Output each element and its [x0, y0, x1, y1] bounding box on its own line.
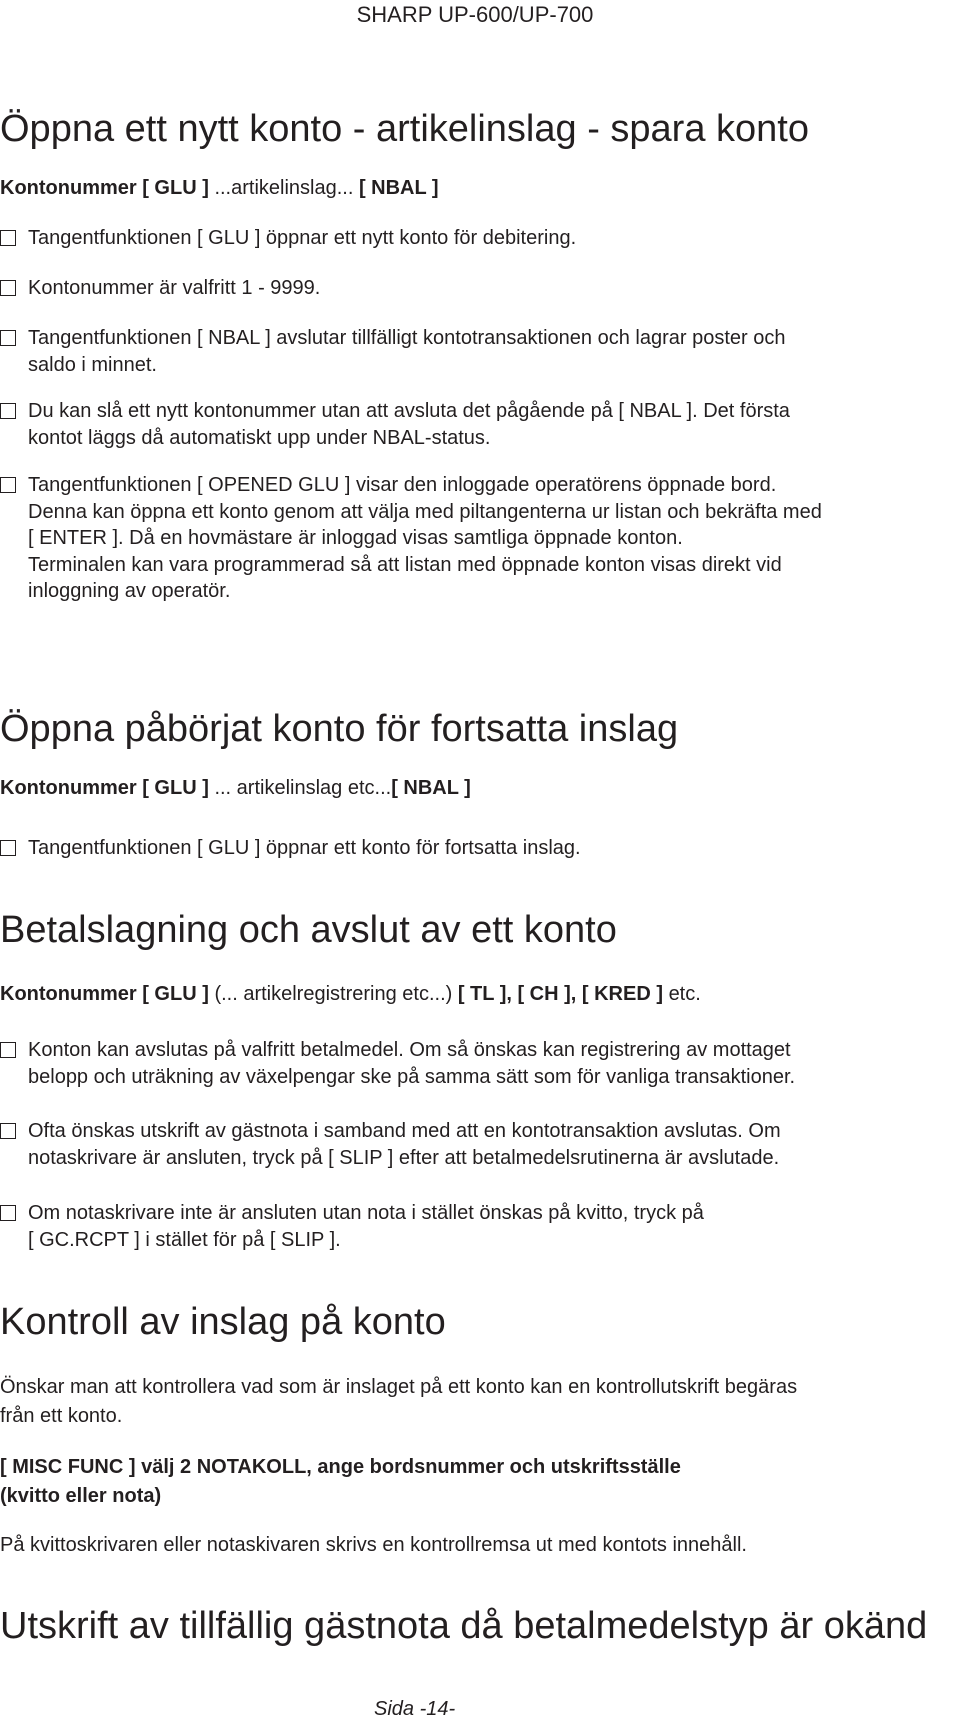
- section-title-temporary-guest-note: Utskrift av tillfällig gästnota då betalmedelstyp är okänd: [0, 1605, 928, 1647]
- paragraph-text: från ett konto.: [0, 1405, 123, 1427]
- checkbox-square-icon: [0, 840, 16, 856]
- section-title-open-started-account: Öppna påbörjat konto för fortsatta inslag: [0, 708, 679, 750]
- section-title-check-account: Kontroll av inslag på konto: [0, 1301, 446, 1343]
- syntax-line: Kontonummer [ GLU ] ... artikelinslag etc...[ NBAL ]: [0, 777, 471, 799]
- syntax-line: Kontonummer [ GLU ] (... artikelregistrering etc...) [ TL ], [ CH ], [ KRED ] etc.: [0, 983, 701, 1005]
- paragraph-text: På kvittoskrivaren eller notaskivaren skrivs en kontrollremsa ut med kontots innehåll.: [0, 1534, 747, 1556]
- section-title-payment-close: Betalslagning och avslut av ett konto: [0, 909, 617, 951]
- checkbox-square-icon: [0, 330, 16, 346]
- checkbox-square-icon: [0, 1042, 16, 1058]
- syntax-line: Kontonummer [ GLU ] ...artikelinslag... [ NBAL ]: [0, 177, 439, 199]
- checkbox-square-icon: [0, 403, 16, 419]
- page-number: Sida -14-: [374, 1698, 456, 1720]
- checkbox-square-icon: [0, 477, 16, 493]
- instruction-text: (kvitto eller nota): [0, 1485, 162, 1507]
- checkbox-square-icon: [0, 1205, 16, 1221]
- paragraph-text: Önskar man att kontrollera vad som är inslaget på ett konto kan en kontrollutskrift begäras: [0, 1376, 798, 1398]
- checkbox-square-icon: [0, 230, 16, 246]
- checkbox-square-icon: [0, 1123, 16, 1139]
- section-title-open-new-account: Öppna ett nytt konto - artikelinslag - spara konto: [0, 108, 809, 150]
- checkbox-square-icon: [0, 280, 16, 296]
- page-header: SHARP UP-600/UP-700: [356, 2, 594, 27]
- instruction-text: [ MISC FUNC ] välj 2 NOTAKOLL, ange bordsnummer och utskriftsställe: [0, 1456, 681, 1478]
